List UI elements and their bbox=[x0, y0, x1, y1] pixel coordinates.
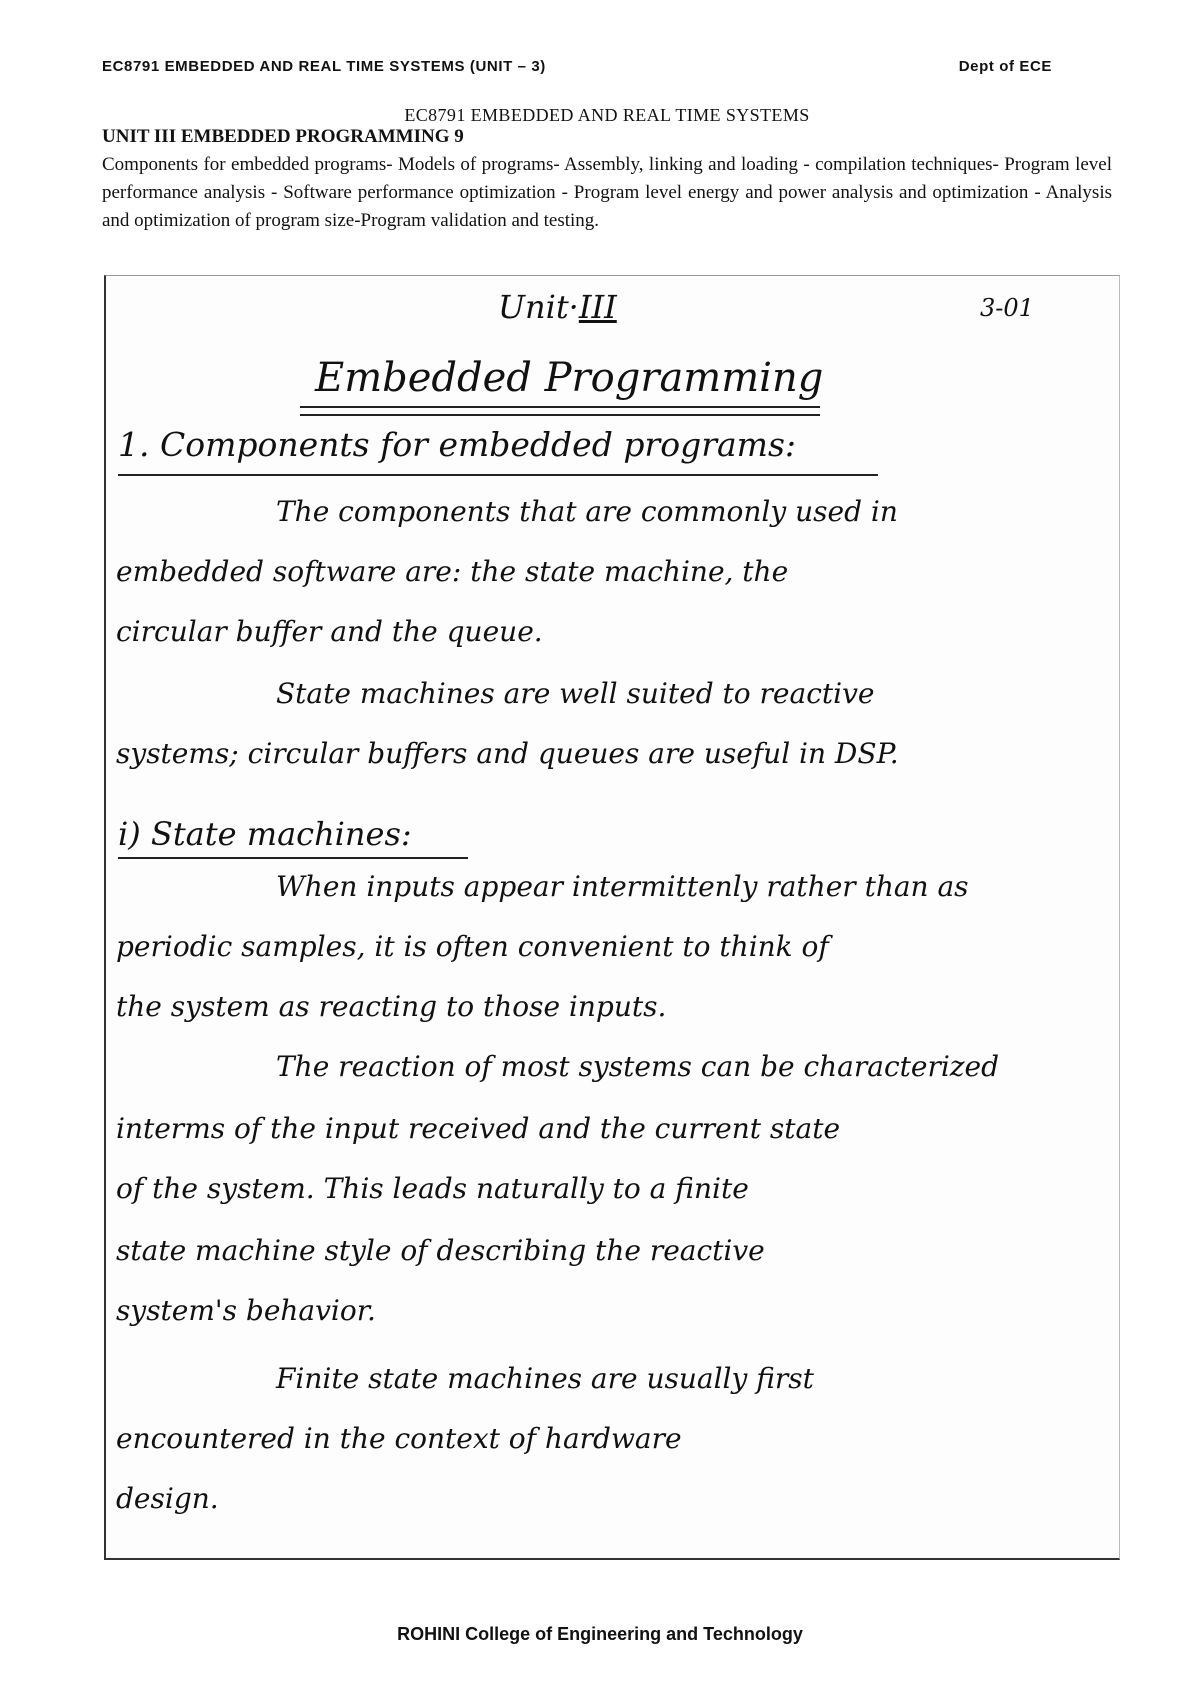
notes-unit-label bbox=[498, 288, 617, 326]
para4-line: The reaction of most systems can be characterized bbox=[276, 1050, 1000, 1083]
page-footer: ROHINI College of Engineering and Technology bbox=[397, 1624, 803, 1644]
course-title: EC8791 EMBEDDED AND REAL TIME SYSTEMS bbox=[404, 105, 810, 125]
para4-line: system's behavior. bbox=[116, 1294, 376, 1327]
notes-main-title: Embedded Programming bbox=[315, 355, 824, 401]
para3-line: When inputs appear intermittenly rather than as bbox=[276, 870, 969, 903]
para5-line: design. bbox=[116, 1482, 219, 1515]
para4-line: state machine style of describing the reactive bbox=[116, 1234, 765, 1267]
notes-unit-word: Unit· bbox=[498, 288, 579, 326]
para3-line: periodic samples, it is often convenient to think of bbox=[116, 930, 829, 963]
title-double-underline bbox=[300, 406, 820, 416]
para5-line: Finite state machines are usually first bbox=[276, 1362, 814, 1395]
section-heading-underline bbox=[118, 474, 878, 476]
para5-line: encountered in the context of hardware bbox=[116, 1422, 682, 1455]
para4-line: of the system. This leads naturally to a finite bbox=[116, 1172, 749, 1205]
notes-page-number: 3-01 bbox=[980, 294, 1034, 322]
para1-line: The components that are commonly used in bbox=[276, 495, 898, 528]
para4-line: interms of the input received and the current state bbox=[116, 1112, 841, 1145]
para2-line: State machines are well suited to reactive bbox=[276, 677, 875, 710]
header-course: EC8791 EMBEDDED AND REAL TIME SYSTEMS (UNIT – 3) bbox=[102, 58, 546, 75]
notes-unit-numeral: III bbox=[578, 288, 617, 326]
running-header bbox=[102, 58, 1052, 75]
header-department: Dept of ECE bbox=[958, 58, 1052, 75]
unit-title: UNIT III EMBEDDED PROGRAMMING 9 bbox=[102, 126, 464, 147]
syllabus-block bbox=[102, 104, 1112, 235]
subsection-heading: i) State machines: bbox=[118, 815, 412, 853]
subsection-heading-underline bbox=[118, 857, 468, 859]
para1-line: circular buffer and the queue. bbox=[116, 615, 543, 648]
para2-line: systems; circular buffers and queues are useful in DSP. bbox=[116, 737, 899, 770]
para3-line: the system as reacting to those inputs. bbox=[116, 990, 667, 1023]
para1-line: embedded software are: the state machine, the bbox=[116, 555, 789, 588]
section-heading: 1. Components for embedded programs: bbox=[118, 425, 796, 464]
unit-topics: Components for embedded programs- Models of programs- Assembly, linking and loading - compilation techniques- Program level performance analysis - Software performance optimization - Program level energy and power analysis and optimization - Analysis and optimization of program size-Program validation and testing. bbox=[102, 154, 1112, 231]
